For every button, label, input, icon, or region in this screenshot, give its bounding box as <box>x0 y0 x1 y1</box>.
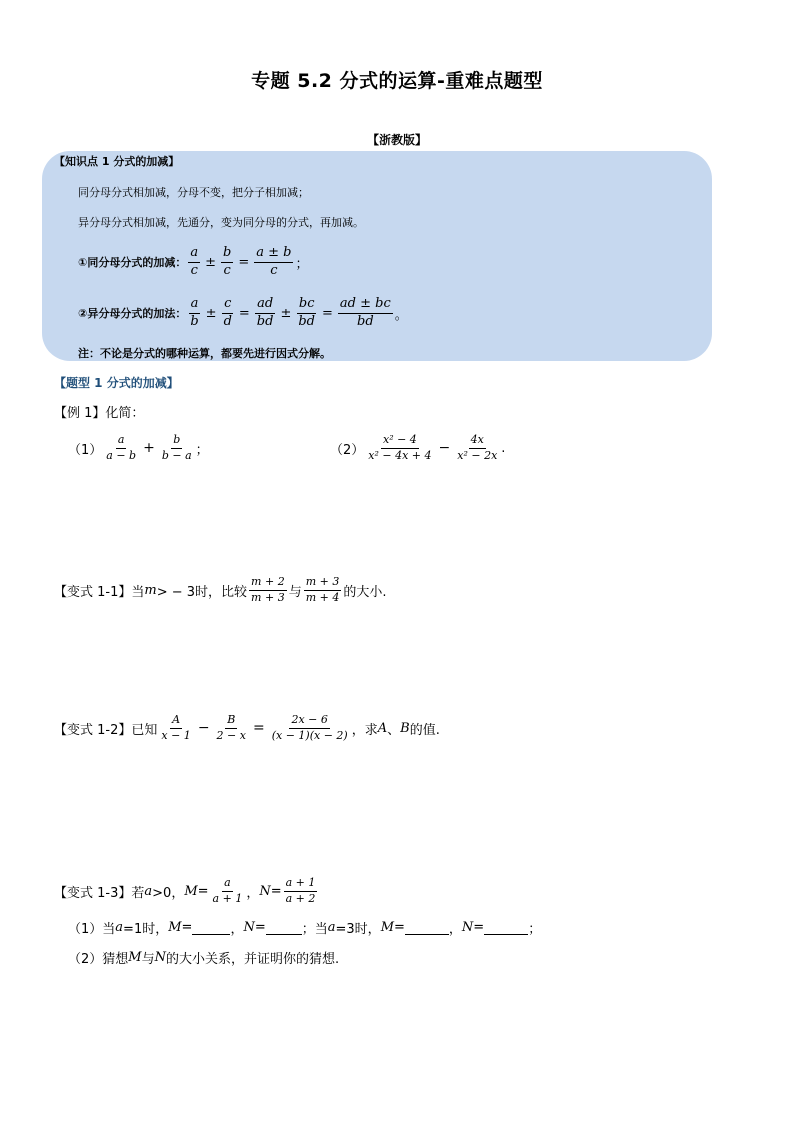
v12-equation <box>157 714 351 742</box>
rule1-den-c2: c <box>223 262 231 278</box>
v13-var-m: M <box>184 883 198 899</box>
v13-frac-m <box>209 877 247 905</box>
q2-var-m: M <box>128 950 142 965</box>
rule2-end: 。 <box>394 307 408 323</box>
v12-f1-num: A <box>170 714 182 729</box>
rule2-num-a: a <box>189 297 201 314</box>
q2-var-n: N <box>154 950 166 965</box>
q2-text-3: 的大小关系，并证明你的猜想. <box>165 952 340 967</box>
q2-text-1: （2）猜想 <box>68 952 129 967</box>
p1-num1: a <box>116 434 127 449</box>
answer-blank-m1[interactable] <box>192 920 230 935</box>
q1-text-1: （1）当 <box>68 922 116 937</box>
q1-comma-2: ， <box>448 922 462 937</box>
example-1-part-1 <box>68 428 209 468</box>
rule1-result-num: a ± b <box>254 246 293 263</box>
v13-question-1 <box>68 918 541 937</box>
rule2-num-ad: ad <box>255 297 275 314</box>
knowledge-line-2: 异分母分式相加减，先通分，变为同分母的分式，再加减。 <box>78 216 364 229</box>
rule2-pm2: ± <box>280 305 292 321</box>
q1-var-n-1: N <box>243 920 255 935</box>
v13-question-2 <box>68 948 339 967</box>
edition-label: 【浙教版】 <box>366 133 427 147</box>
v12-text-1: 已知 <box>131 722 158 738</box>
q1-text-3: ；当 <box>301 922 328 937</box>
rule2-label: ②异分母分式的加法： <box>78 307 187 320</box>
rule1-den-c: c <box>190 262 198 278</box>
knowledge-line-1: 同分母分式相加减，分母不变，把分子相加减； <box>78 186 309 199</box>
p1-den2: b − a <box>161 448 192 462</box>
q2-text-2: 与 <box>141 952 155 967</box>
v11-frac-1 <box>247 576 289 604</box>
rule2-den-b: b <box>190 313 199 329</box>
v12-label: 【变式 1-2】 <box>54 722 132 738</box>
rule-different-denominator <box>78 293 408 333</box>
rule1-result-den: c <box>270 262 278 278</box>
q1-eq-1: = <box>181 920 193 935</box>
v11-text-1: 当 <box>131 584 145 600</box>
v11-text-2: > − 3时，比较 <box>156 584 248 600</box>
knowledge-note: 注：不论是分式的哪种运算，都要先进行因式分解。 <box>78 347 331 360</box>
knowledge-heading: 【知识点 1 分式的加减】 <box>54 155 180 168</box>
rule2-formula <box>186 297 407 330</box>
p1-op: + <box>143 440 155 456</box>
rule2-den-bd: bd <box>256 313 274 329</box>
rule2-eq2: = <box>322 305 333 321</box>
v13-f2-num: a + 1 <box>284 877 318 892</box>
q1-eq-4: = <box>473 920 485 935</box>
q1-var-m-1: M <box>168 920 182 935</box>
rule1-label: ①同分母分式的加减： <box>78 256 187 269</box>
answer-blank-n1[interactable] <box>266 920 302 935</box>
rule2-eq1: = <box>238 305 250 321</box>
rule2-den-bd2: bd <box>298 313 316 329</box>
rule2-den-d: d <box>223 313 232 329</box>
rule1-num-a: a <box>188 246 200 263</box>
p2-den1: x² − 4x + 4 <box>368 448 432 462</box>
v12-op: − <box>197 720 210 736</box>
variant-1-1 <box>54 570 386 610</box>
q1-comma-1: ， <box>230 922 244 937</box>
v11-label: 【变式 1-1】 <box>54 584 132 600</box>
variant-1-2 <box>54 708 440 748</box>
part-2-expression <box>364 434 501 462</box>
v13-eq-2: = <box>270 883 282 899</box>
rule1-pm: ± <box>205 254 216 270</box>
v13-text-1: 若 <box>131 885 145 901</box>
part-2-number: （2） <box>330 442 365 458</box>
q1-var-n-2: N <box>461 920 474 935</box>
v11-text-4: 的大小. <box>343 584 387 600</box>
v12-f2-num: B <box>225 714 237 729</box>
p2-num1: x² − 4 <box>381 434 419 449</box>
v13-var-a: a <box>144 883 153 899</box>
rule1-eq: = <box>238 254 250 270</box>
q1-end: ； <box>528 922 542 937</box>
q1-var-m-2: M <box>380 920 394 935</box>
variant-1-3 <box>54 871 319 911</box>
part-1-expression <box>102 434 195 462</box>
rule1-formula <box>186 246 308 279</box>
q1-var-a-1: a <box>115 920 124 935</box>
q1-var-a-2: a <box>327 920 336 935</box>
p1-den1: a − b <box>106 448 137 462</box>
v13-comma: ， <box>246 885 260 901</box>
q1-text-4: =3时， <box>335 922 381 937</box>
rule2-pm1: ± <box>205 305 217 321</box>
v11-f2-num: m + 3 <box>304 576 342 591</box>
rule2-result-den: bd <box>357 313 374 329</box>
v11-f2-den: m + 4 <box>305 590 340 604</box>
q1-text-2: =1时， <box>123 922 169 937</box>
v11-f1-den: m + 3 <box>251 590 285 604</box>
v11-var-m: m <box>144 582 157 598</box>
p1-num2: b <box>171 434 182 449</box>
v13-text-2: >0， <box>152 885 185 901</box>
example-1-part-2 <box>330 428 505 468</box>
v13-var-n: N <box>259 883 271 899</box>
example-1-label: 【例 1】化简： <box>54 406 145 421</box>
p2-op: − <box>438 440 451 456</box>
v12-var-a: A <box>377 720 388 736</box>
v13-f1-num: a <box>222 877 233 892</box>
v13-label: 【变式 1-3】 <box>54 885 132 901</box>
rule2-result-num: ad ± bc <box>338 297 393 314</box>
rule1-end: ； <box>295 256 309 272</box>
section-heading: 【题型 1 分式的加减】 <box>54 376 179 390</box>
v11-text-3: 与 <box>288 584 302 600</box>
v13-f1-den: a + 1 <box>212 891 243 905</box>
answer-blank-n2[interactable] <box>484 920 528 935</box>
p2-end: . <box>501 440 506 456</box>
v12-f1-den: x − 1 <box>161 728 191 742</box>
rule2-num-c: c <box>222 297 233 314</box>
v12-text-3: 的值. <box>409 722 440 738</box>
v11-frac-2 <box>302 576 344 604</box>
v12-var-b: B <box>400 720 410 736</box>
v12-sep: 、 <box>387 722 401 738</box>
v12-f2-den: 2 − x <box>216 728 246 742</box>
v12-f3-den: (x − 1)(x − 2) <box>271 728 348 742</box>
v13-eq-1: = <box>197 883 209 899</box>
p2-num2: 4x <box>469 434 486 449</box>
answer-blank-m2[interactable] <box>405 920 449 935</box>
p2-den2: x² − 2x <box>457 448 498 462</box>
page-title: 专题 5.2 分式的运算-重难点题型 <box>251 70 543 92</box>
rule2-num-bc: bc <box>297 297 317 314</box>
rule1-num-b: b <box>221 246 233 263</box>
part-1-number: （1） <box>68 442 103 458</box>
v12-f3-num: 2x − 6 <box>289 714 329 729</box>
v11-f1-num: m + 2 <box>249 576 287 591</box>
v12-eq: = <box>252 720 265 736</box>
v13-f2-den: a + 2 <box>285 891 316 905</box>
q1-eq-2: = <box>254 920 266 935</box>
v12-text-2: ，求 <box>351 722 378 738</box>
v13-frac-n <box>282 877 320 905</box>
p1-end: ； <box>195 442 209 458</box>
q1-eq-3: = <box>394 920 405 935</box>
rule-same-denominator <box>78 242 308 282</box>
